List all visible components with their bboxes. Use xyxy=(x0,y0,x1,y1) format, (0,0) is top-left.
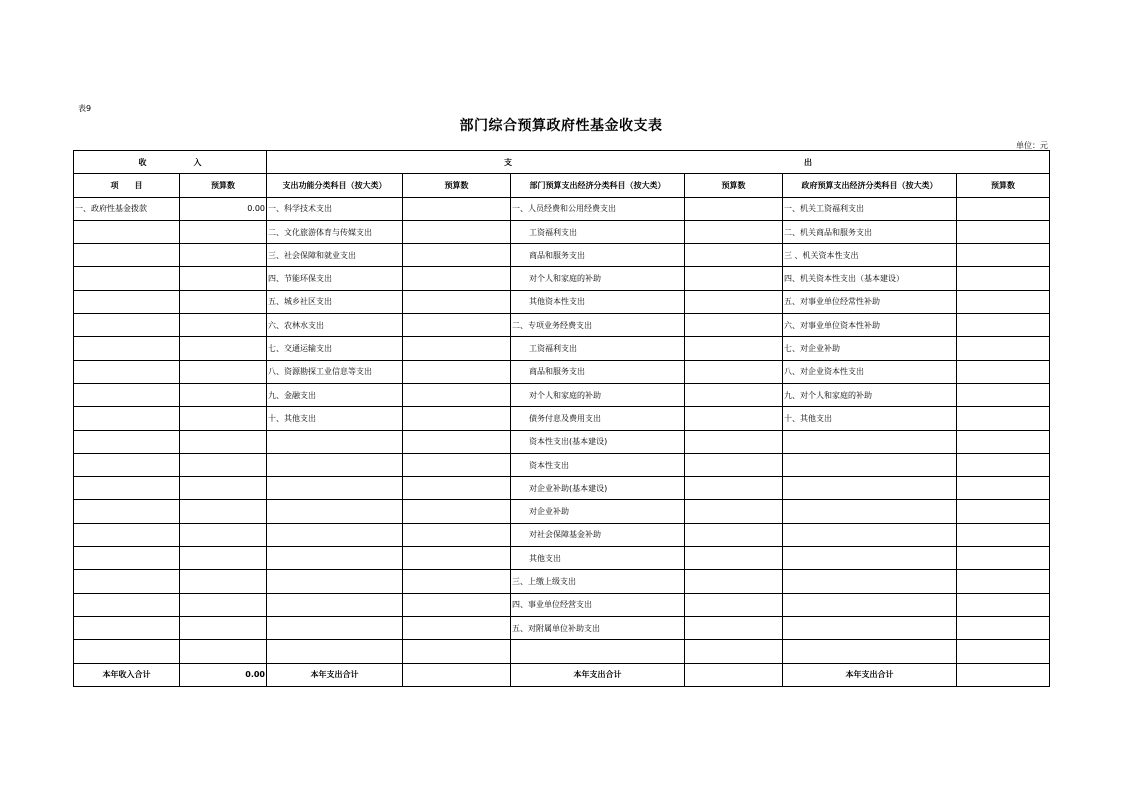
func-amount-cell xyxy=(403,570,511,593)
expense-header-char: 出 xyxy=(804,157,813,167)
gov-econ-cell xyxy=(783,640,957,663)
gov-amount-cell xyxy=(957,477,1050,500)
income-item-cell: 一、政府性基金拨款 xyxy=(74,197,180,220)
dept-econ-cell: 二、专项业务经费支出 xyxy=(511,314,685,337)
dept-econ-cell: 四、事业单位经营支出 xyxy=(511,593,685,616)
income-item-cell xyxy=(74,267,180,290)
dept-econ-cell: 债务付息及费用支出 xyxy=(511,407,685,430)
func-amount-cell xyxy=(403,290,511,313)
expense-total-label: 本年支出合计 xyxy=(267,663,403,686)
header-row-group xyxy=(74,151,1050,174)
dept-amount-cell xyxy=(685,314,783,337)
gov-amount-cell xyxy=(957,523,1050,546)
gov-amount-cell xyxy=(957,593,1050,616)
table-row xyxy=(74,453,1050,476)
func-class-cell xyxy=(267,640,403,663)
income-total-amount: 0.00 xyxy=(180,663,267,686)
dept-amount-cell xyxy=(685,570,783,593)
table-row xyxy=(74,547,1050,570)
income-amount-cell xyxy=(180,360,267,383)
income-item-cell xyxy=(74,570,180,593)
func-amount-cell xyxy=(403,500,511,523)
income-item-cell xyxy=(74,290,180,313)
func-class-cell: 九、金融支出 xyxy=(267,383,403,406)
dept-econ-cell: 其他支出 xyxy=(511,547,685,570)
func-class-cell: 四、节能环保支出 xyxy=(267,267,403,290)
table-row xyxy=(74,290,1050,313)
dept-amount-cell xyxy=(685,407,783,430)
dept-amount-cell xyxy=(685,337,783,360)
income-amount-cell xyxy=(180,244,267,267)
income-group-header xyxy=(74,151,267,174)
gov-amount-cell xyxy=(957,500,1050,523)
dept-econ-cell: 对个人和家庭的补助 xyxy=(511,267,685,290)
table-row xyxy=(74,616,1050,639)
table-row xyxy=(74,220,1050,243)
income-header-char: 入 xyxy=(193,157,202,167)
dept-amount-cell xyxy=(685,477,783,500)
page-title: 部门综合预算政府性基金收支表 xyxy=(459,118,663,134)
expense-total-amount xyxy=(403,663,511,686)
income-amount-cell xyxy=(180,477,267,500)
func-amount-cell xyxy=(403,407,511,430)
dept-amount-cell xyxy=(685,616,783,639)
header-row-columns xyxy=(74,174,1050,197)
table-row xyxy=(74,430,1050,453)
income-amount-cell xyxy=(180,453,267,476)
gov-amount-cell xyxy=(957,314,1050,337)
col-header-gov-econ: 政府预算支出经济分类科目（按大类） xyxy=(783,174,957,197)
gov-econ-cell xyxy=(783,593,957,616)
dept-econ-cell: 资本性支出 xyxy=(511,453,685,476)
budget-table xyxy=(73,150,1050,687)
func-amount-cell xyxy=(403,616,511,639)
table-number: 表9 xyxy=(78,104,92,113)
gov-amount-cell xyxy=(957,547,1050,570)
income-amount-cell: 0.00 xyxy=(180,197,267,220)
income-item-cell xyxy=(74,453,180,476)
col-header-budget: 预算数 xyxy=(403,174,511,197)
gov-econ-cell: 九、对个人和家庭的补助 xyxy=(783,383,957,406)
income-item-cell xyxy=(74,547,180,570)
dept-econ-cell xyxy=(511,640,685,663)
dept-amount-cell xyxy=(685,290,783,313)
gov-amount-cell xyxy=(957,337,1050,360)
gov-econ-cell xyxy=(783,500,957,523)
dept-amount-cell xyxy=(685,430,783,453)
gov-econ-cell xyxy=(783,453,957,476)
dept-econ-cell: 工资福利支出 xyxy=(511,220,685,243)
income-amount-cell xyxy=(180,547,267,570)
table-row xyxy=(74,523,1050,546)
func-class-cell: 七、交通运输支出 xyxy=(267,337,403,360)
gov-econ-cell: 一、机关工资福利支出 xyxy=(783,197,957,220)
gov-amount-cell xyxy=(957,430,1050,453)
gov-amount-cell xyxy=(957,383,1050,406)
expense-total-label: 本年支出合计 xyxy=(783,663,957,686)
income-amount-cell xyxy=(180,290,267,313)
gov-amount-cell xyxy=(957,407,1050,430)
dept-amount-cell xyxy=(685,500,783,523)
dept-amount-cell xyxy=(685,383,783,406)
gov-econ-cell: 三 、机关资本性支出 xyxy=(783,244,957,267)
income-item-cell xyxy=(74,314,180,337)
col-header-func-class: 支出功能分类科目（按大类） xyxy=(267,174,403,197)
col-header-item: 项 目 xyxy=(74,174,180,197)
income-item-cell xyxy=(74,593,180,616)
func-class-cell: 二、文化旅游体育与传媒支出 xyxy=(267,220,403,243)
income-amount-cell xyxy=(180,267,267,290)
table-row xyxy=(74,477,1050,500)
func-amount-cell xyxy=(403,453,511,476)
dept-amount-cell xyxy=(685,197,783,220)
dept-econ-cell: 对企业补助 xyxy=(511,500,685,523)
gov-econ-cell xyxy=(783,523,957,546)
dept-amount-cell xyxy=(685,267,783,290)
func-class-cell: 三、社会保障和就业支出 xyxy=(267,244,403,267)
dept-amount-cell xyxy=(685,244,783,267)
income-amount-cell xyxy=(180,407,267,430)
income-amount-cell xyxy=(180,220,267,243)
expense-total-amount xyxy=(957,663,1050,686)
func-class-cell: 十、其他支出 xyxy=(267,407,403,430)
func-class-cell xyxy=(267,616,403,639)
expense-total-label: 本年支出合计 xyxy=(511,663,685,686)
dept-econ-cell: 工资福利支出 xyxy=(511,337,685,360)
gov-econ-cell: 二、机关商品和服务支出 xyxy=(783,220,957,243)
func-amount-cell xyxy=(403,523,511,546)
income-item-cell xyxy=(74,523,180,546)
table-row xyxy=(74,244,1050,267)
gov-econ-cell xyxy=(783,477,957,500)
dept-econ-cell: 对企业补助(基本建设) xyxy=(511,477,685,500)
dept-econ-cell: 对社会保障基金补助 xyxy=(511,523,685,546)
func-class-cell xyxy=(267,547,403,570)
dept-amount-cell xyxy=(685,523,783,546)
income-item-cell xyxy=(74,383,180,406)
table-row xyxy=(74,593,1050,616)
income-total-label: 本年收入合计 xyxy=(74,663,180,686)
table-row xyxy=(74,407,1050,430)
dept-econ-cell: 商品和服务支出 xyxy=(511,244,685,267)
income-item-cell xyxy=(74,616,180,639)
gov-econ-cell xyxy=(783,570,957,593)
gov-econ-cell xyxy=(783,430,957,453)
func-class-cell xyxy=(267,477,403,500)
income-item-cell xyxy=(74,430,180,453)
func-amount-cell xyxy=(403,197,511,220)
table-row xyxy=(74,314,1050,337)
func-amount-cell xyxy=(403,244,511,267)
gov-amount-cell xyxy=(957,360,1050,383)
func-amount-cell xyxy=(403,430,511,453)
income-amount-cell xyxy=(180,616,267,639)
table-row xyxy=(74,197,1050,220)
dept-econ-cell: 一、人员经费和公用经费支出 xyxy=(511,197,685,220)
gov-amount-cell xyxy=(957,570,1050,593)
func-class-cell xyxy=(267,523,403,546)
gov-amount-cell xyxy=(957,197,1050,220)
func-amount-cell xyxy=(403,383,511,406)
income-item-cell xyxy=(74,407,180,430)
gov-amount-cell xyxy=(957,640,1050,663)
income-item-cell xyxy=(74,640,180,663)
func-amount-cell xyxy=(403,360,511,383)
func-class-cell xyxy=(267,430,403,453)
table-row xyxy=(74,337,1050,360)
table-row xyxy=(74,383,1050,406)
expense-total-amount xyxy=(685,663,783,686)
dept-econ-cell: 资本性支出(基本建设) xyxy=(511,430,685,453)
expense-group-header xyxy=(267,151,1050,174)
gov-econ-cell: 四、机关资本性支出（基本建设） xyxy=(783,267,957,290)
dept-amount-cell xyxy=(685,453,783,476)
income-header-char: 收 xyxy=(138,157,147,167)
dept-amount-cell xyxy=(685,593,783,616)
income-item-cell xyxy=(74,244,180,267)
gov-econ-cell: 八、对企业资本性支出 xyxy=(783,360,957,383)
func-class-cell xyxy=(267,570,403,593)
dept-econ-cell: 对个人和家庭的补助 xyxy=(511,383,685,406)
income-item-cell xyxy=(74,477,180,500)
gov-econ-cell: 五、对事业单位经常性补助 xyxy=(783,290,957,313)
func-class-cell: 八、资源勘探工业信息等支出 xyxy=(267,360,403,383)
col-header-dept-econ: 部门预算支出经济分类科目（按大类） xyxy=(511,174,685,197)
income-item-cell xyxy=(74,220,180,243)
table-row xyxy=(74,570,1050,593)
expense-header-char: 支 xyxy=(504,157,513,167)
func-amount-cell xyxy=(403,547,511,570)
func-amount-cell xyxy=(403,220,511,243)
func-amount-cell xyxy=(403,267,511,290)
col-header-budget: 预算数 xyxy=(957,174,1050,197)
gov-amount-cell xyxy=(957,616,1050,639)
dept-econ-cell: 三、上缴上级支出 xyxy=(511,570,685,593)
func-class-cell xyxy=(267,593,403,616)
dept-amount-cell xyxy=(685,360,783,383)
col-header-budget: 预算数 xyxy=(180,174,267,197)
func-amount-cell xyxy=(403,593,511,616)
income-amount-cell xyxy=(180,383,267,406)
gov-econ-cell: 十、其他支出 xyxy=(783,407,957,430)
func-class-cell: 五、城乡社区支出 xyxy=(267,290,403,313)
gov-econ-cell xyxy=(783,616,957,639)
income-amount-cell xyxy=(180,593,267,616)
func-class-cell xyxy=(267,453,403,476)
income-amount-cell xyxy=(180,430,267,453)
dept-econ-cell: 商品和服务支出 xyxy=(511,360,685,383)
dept-amount-cell xyxy=(685,640,783,663)
func-class-cell: 六、农林水支出 xyxy=(267,314,403,337)
income-amount-cell xyxy=(180,640,267,663)
gov-amount-cell xyxy=(957,290,1050,313)
unit-label: 单位：元 xyxy=(1016,141,1048,150)
income-amount-cell xyxy=(180,500,267,523)
func-class-cell xyxy=(267,500,403,523)
income-amount-cell xyxy=(180,570,267,593)
table-row xyxy=(74,267,1050,290)
income-amount-cell xyxy=(180,314,267,337)
income-item-cell xyxy=(74,360,180,383)
income-item-cell xyxy=(74,337,180,360)
gov-econ-cell: 六、对事业单位资本性补助 xyxy=(783,314,957,337)
table-row xyxy=(74,640,1050,663)
dept-amount-cell xyxy=(685,220,783,243)
gov-amount-cell xyxy=(957,220,1050,243)
gov-econ-cell: 七、对企业补助 xyxy=(783,337,957,360)
gov-amount-cell xyxy=(957,453,1050,476)
func-amount-cell xyxy=(403,314,511,337)
gov-amount-cell xyxy=(957,244,1050,267)
gov-econ-cell xyxy=(783,547,957,570)
dept-econ-cell: 五、对附属单位补助支出 xyxy=(511,616,685,639)
dept-amount-cell xyxy=(685,547,783,570)
income-amount-cell xyxy=(180,523,267,546)
income-item-cell xyxy=(74,500,180,523)
func-class-cell: 一、科学技术支出 xyxy=(267,197,403,220)
func-amount-cell xyxy=(403,337,511,360)
func-amount-cell xyxy=(403,477,511,500)
table-row xyxy=(74,500,1050,523)
table-row xyxy=(74,360,1050,383)
col-header-budget: 预算数 xyxy=(685,174,783,197)
total-row xyxy=(74,663,1050,686)
func-amount-cell xyxy=(403,640,511,663)
dept-econ-cell: 其他资本性支出 xyxy=(511,290,685,313)
gov-amount-cell xyxy=(957,267,1050,290)
income-amount-cell xyxy=(180,337,267,360)
